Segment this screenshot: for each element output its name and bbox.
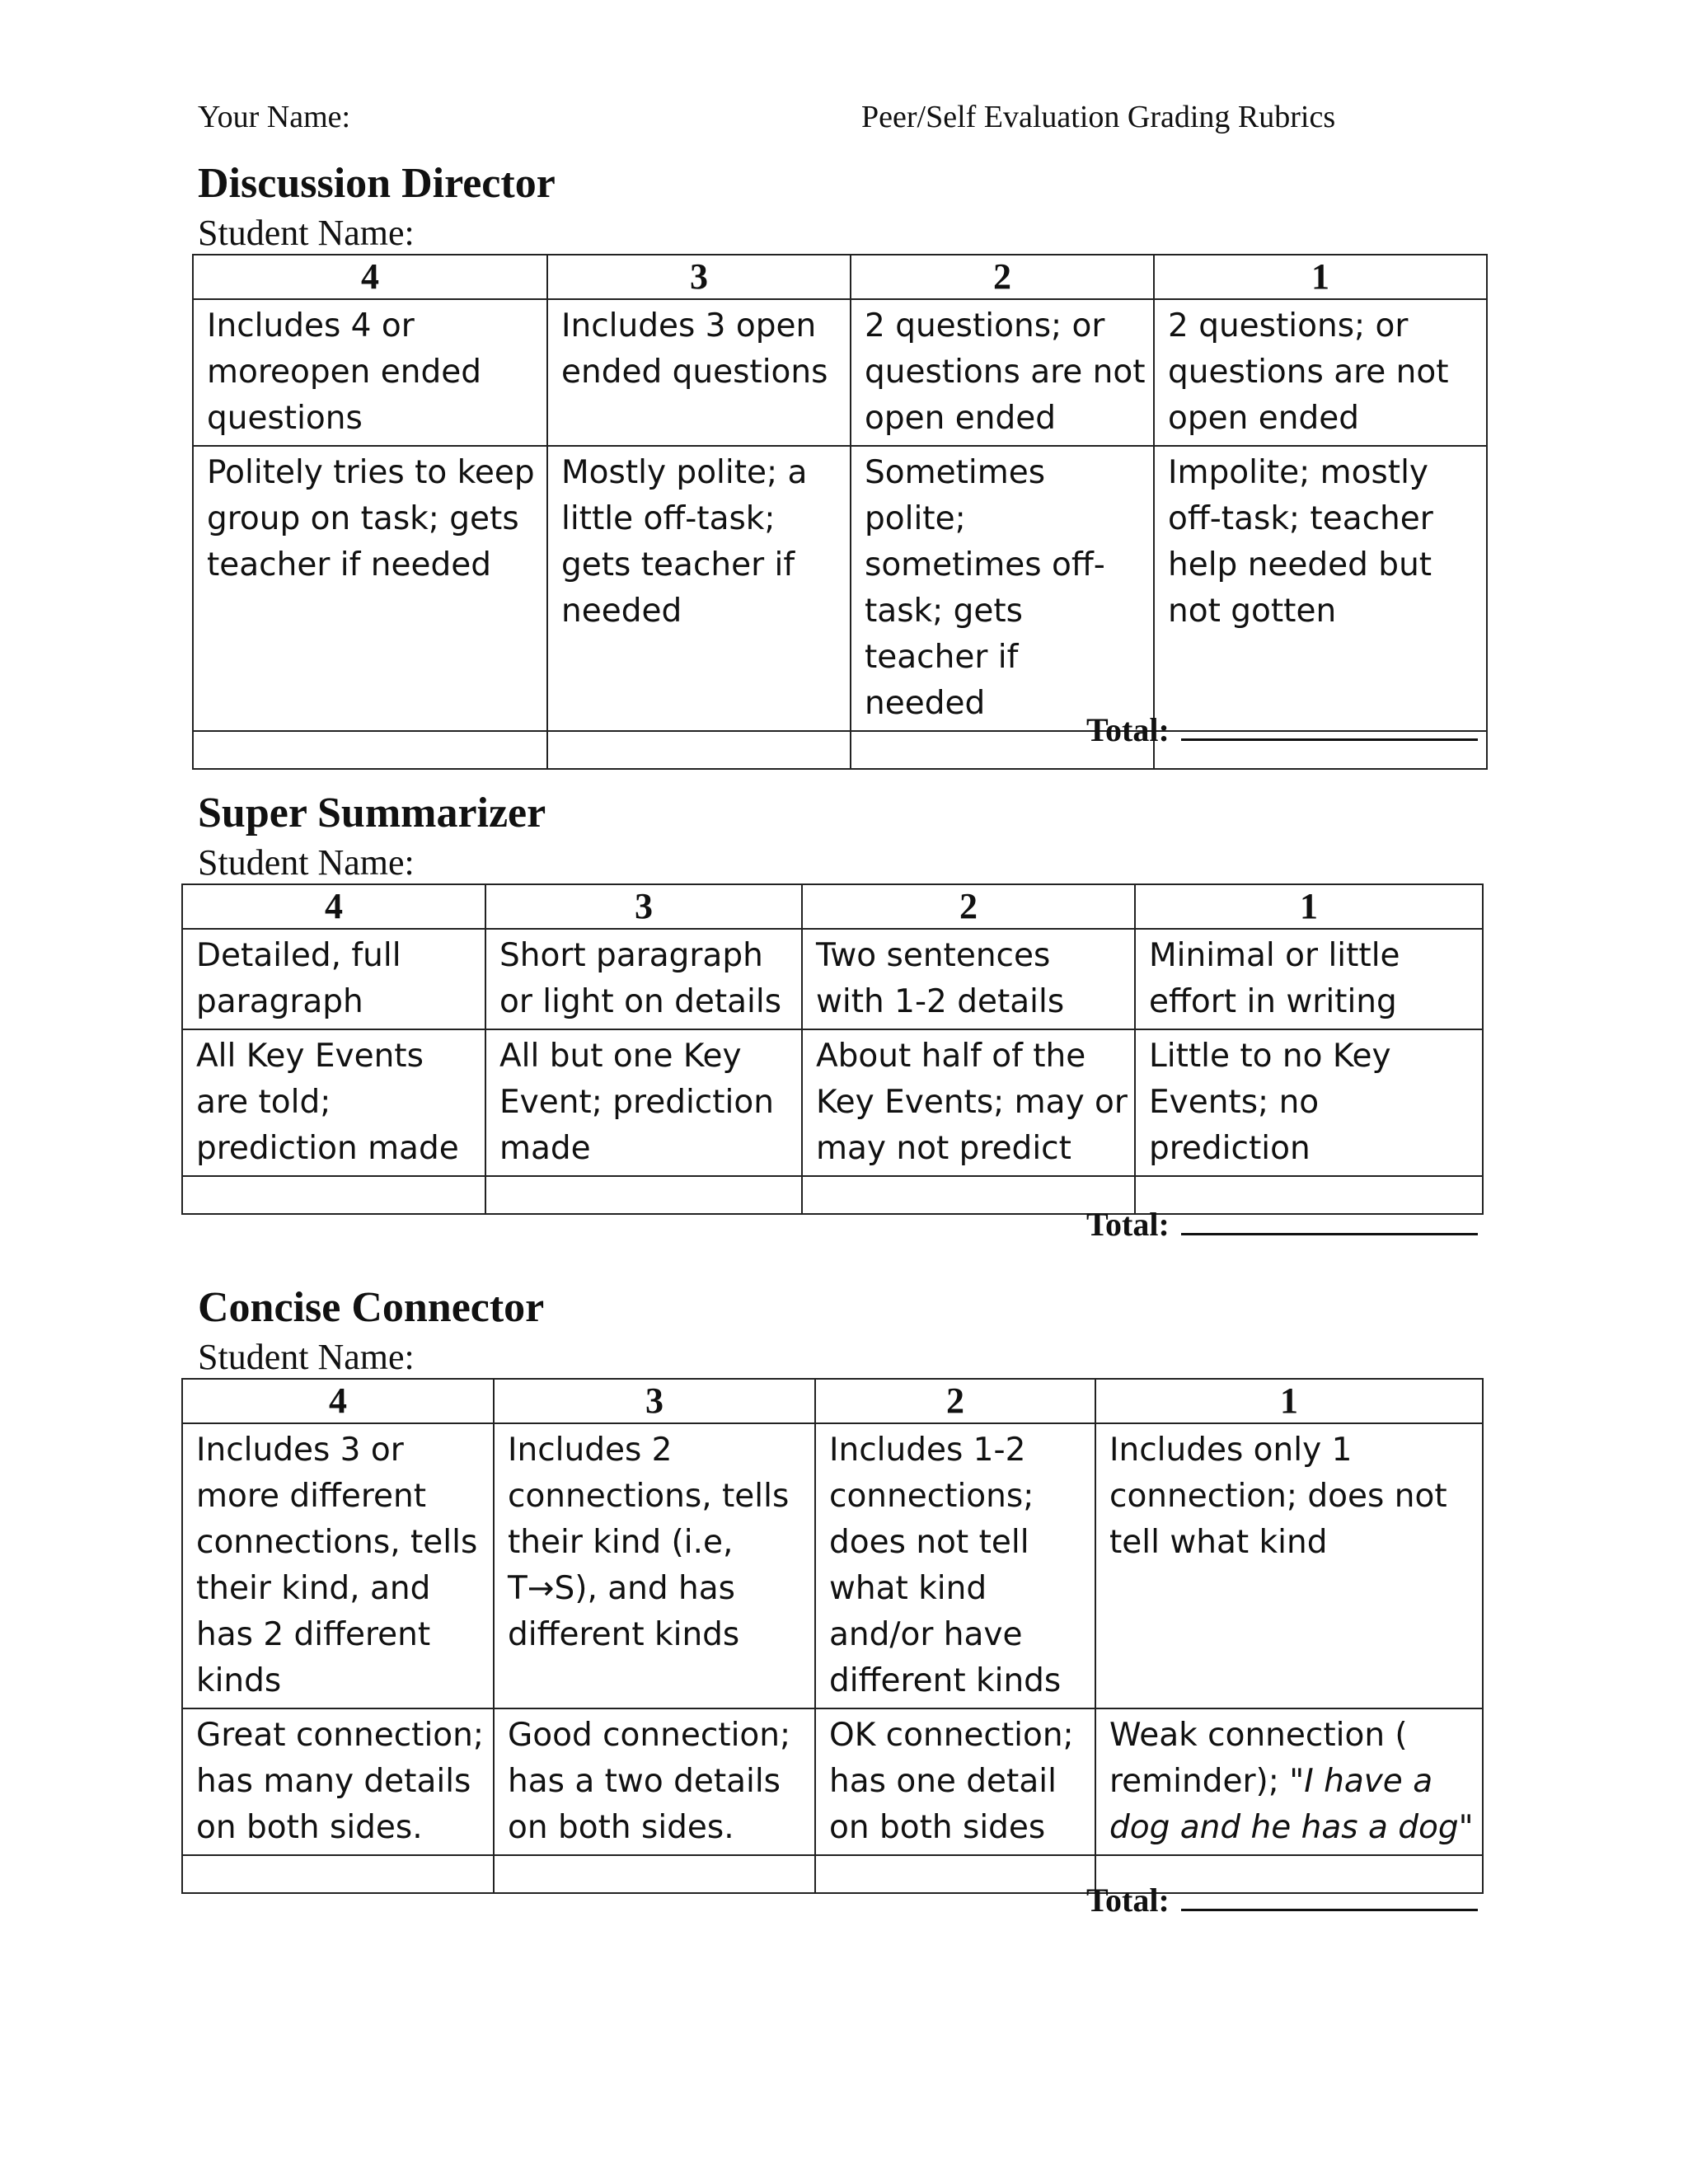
score-entry-cell[interactable]: [547, 731, 851, 769]
total-label: Total:: [1086, 1206, 1170, 1243]
score-header-1: 1: [1135, 884, 1483, 929]
rubric-cell: Includes 1-2 connections; does not tell what kind and/or have different kinds: [815, 1423, 1095, 1708]
rubric-cell: Politely tries to keep group on task; gets teacher if needed: [193, 446, 547, 731]
student-name-label: Student Name:: [198, 1337, 415, 1377]
page-title: Peer/Self Evaluation Grading Rubrics: [861, 100, 1336, 134]
header-row: [182, 884, 1483, 929]
score-header-3: 3: [494, 1379, 815, 1423]
score-entry-cell[interactable]: [802, 1176, 1135, 1214]
score-header-3: 3: [547, 255, 851, 299]
rubric-cell: All Key Events are told; prediction made: [182, 1029, 485, 1176]
rubric-cell: OK connection; has one detail on both sides: [815, 1708, 1095, 1855]
score-entry-cell[interactable]: [182, 1176, 485, 1214]
rubric-cell: Sometimes polite; sometimes off-task; gets teacher if needed: [851, 446, 1154, 731]
rubric-cell: About half of the Key Events; may or may not predict: [802, 1029, 1135, 1176]
table-row: [182, 929, 1483, 1029]
rubric-cell: Includes 2 connections, tells their kind (i.e, T→S), and has different kinds: [494, 1423, 815, 1708]
student-name-label: Student Name:: [198, 842, 415, 883]
your-name-label: Your Name:: [198, 100, 351, 134]
rubric-cell: 2 questions; or questions are not open ended: [1154, 299, 1487, 446]
rubric-cell: Minimal or little effort in writing: [1135, 929, 1483, 1029]
rubric-cell: Great connection; has many details on both sides.: [182, 1708, 494, 1855]
rubric-cell: Includes 3 or more different connections, tells their kind, and has 2 different kinds: [182, 1423, 494, 1708]
section-super-summarizer: [198, 788, 546, 885]
rubric-cell: Includes 4 or moreopen ended questions: [193, 299, 547, 446]
rubric-cell: Good connection; has a two details on both sides.: [494, 1708, 815, 1855]
score-header-2: 2: [802, 884, 1135, 929]
rubric-cell: Includes only 1 connection; does not tell what kind: [1095, 1423, 1483, 1708]
header-row: [182, 1379, 1483, 1423]
rubric-cell: 2 questions; or questions are not open ended: [851, 299, 1154, 446]
section-discussion-director: [198, 158, 556, 255]
rubric-cell: Detailed, full paragraph: [182, 929, 485, 1029]
rubric-cell: All but one Key Event; prediction made: [485, 1029, 802, 1176]
section-title: Super Summarizer: [198, 790, 546, 837]
total-label: Total:: [1086, 1882, 1170, 1919]
total-line: [1086, 710, 1478, 749]
score-header-4: 4: [193, 255, 547, 299]
example-quote: "I have a dog and he has a dog": [1109, 1763, 1474, 1846]
table-row: [182, 1708, 1483, 1855]
score-header-2: 2: [851, 255, 1154, 299]
rubric-table-discussion-director: [192, 254, 1488, 770]
table-row: [182, 1029, 1483, 1176]
table-row: [193, 446, 1487, 731]
rubric-cell: [1095, 1708, 1483, 1855]
score-header-2: 2: [815, 1379, 1095, 1423]
total-blank[interactable]: [1181, 714, 1478, 741]
score-entry-cell[interactable]: [815, 1855, 1095, 1893]
score-header-4: 4: [182, 884, 485, 929]
rubric-cell: Mostly polite; a little off-task; gets teacher if needed: [547, 446, 851, 731]
total-label: Total:: [1086, 711, 1170, 748]
student-name-label: Student Name:: [198, 213, 415, 253]
score-entry-cell[interactable]: [182, 1855, 494, 1893]
total-line: [1086, 1205, 1478, 1244]
score-header-1: 1: [1154, 255, 1487, 299]
rubric-cell: Includes 3 open ended questions: [547, 299, 851, 446]
score-entry-cell[interactable]: [494, 1855, 815, 1893]
score-header-3: 3: [485, 884, 802, 929]
total-blank[interactable]: [1181, 1884, 1478, 1911]
rubric-cell: Two sentences with 1-2 details: [802, 929, 1135, 1029]
score-header-4: 4: [182, 1379, 494, 1423]
score-header-1: 1: [1095, 1379, 1483, 1423]
section-title: Discussion Director: [198, 160, 556, 207]
rubric-cell: Short paragraph or light on details: [485, 929, 802, 1029]
total-blank[interactable]: [1181, 1208, 1478, 1235]
header-row: [193, 255, 1487, 299]
rubric-table-super-summarizer: [181, 883, 1484, 1215]
rubric-table-concise-connector: [181, 1378, 1484, 1894]
table-row: [182, 1423, 1483, 1708]
section-concise-connector: [198, 1282, 544, 1380]
rubric-cell: Little to no Key Events; no prediction: [1135, 1029, 1483, 1176]
section-title: Concise Connector: [198, 1284, 545, 1331]
rubric-cell-text: Weak connection ( reminder);: [1109, 1717, 1408, 1800]
rubric-cell: Impolite; mostly off-task; teacher help needed but not gotten: [1154, 446, 1487, 731]
score-entry-cell[interactable]: [485, 1176, 802, 1214]
table-row: [193, 299, 1487, 446]
score-entry-cell[interactable]: [193, 731, 547, 769]
total-line: [1086, 1881, 1478, 1919]
